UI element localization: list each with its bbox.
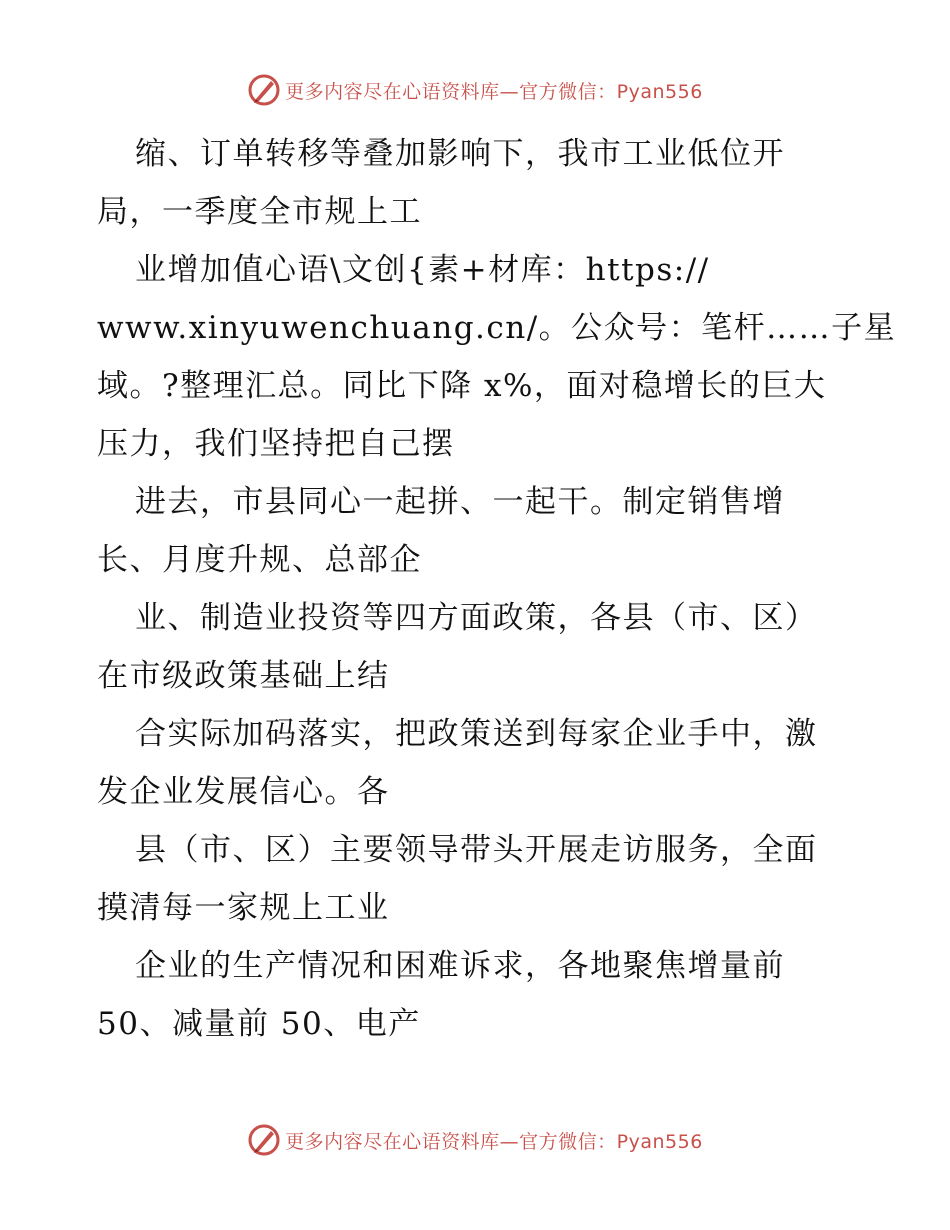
text-line: 发企业发展信心。各: [97, 774, 390, 810]
banner-label: 更多内容尽在心语资料库—官方微信：Pyan556: [285, 80, 703, 103]
header-banner: [0, 70, 950, 110]
text-line: 域。?整理汇总。同比下降 x%，面对稳增长的巨大: [97, 368, 827, 404]
text-line: 县（市、区）主要领导带头开展走访服务，全面: [135, 832, 818, 868]
quill-pen-logo-icon: [247, 1123, 281, 1157]
text-line: 缩、订单转移等叠加影响下，我市工业低位开: [135, 136, 785, 172]
text-line: www.xinyuwenchuang.cn/。公众号：笔杆……子星: [97, 310, 897, 346]
text-line: 进去，市县同心一起拼、一起干。制定销售增: [135, 484, 785, 520]
text-line: 局，一季度全市规上工: [97, 194, 422, 230]
text-line: 压力，我们坚持把自己摆: [97, 426, 455, 462]
text-line: 长、月度升规、总部企: [97, 542, 422, 578]
document-body: [97, 125, 897, 1053]
footer-banner: [0, 1120, 950, 1160]
text-line: 业、制造业投资等四方面政策，各县（市、区）: [135, 600, 818, 636]
quill-pen-logo-icon: [247, 73, 281, 107]
banner-label: 更多内容尽在心语资料库—官方微信：Pyan556: [285, 1130, 703, 1153]
text-line: 合实际加码落实，把政策送到每家企业手中，激: [135, 716, 818, 752]
wechat-id: Pyan556: [616, 80, 703, 103]
text-line: 在市级政策基础上结: [97, 658, 390, 694]
wechat-id: Pyan556: [616, 1130, 703, 1153]
text-line: 摸清每一家规上工业: [97, 890, 390, 926]
text-line: 业增加值心语\文创{素+材库：https://: [135, 252, 710, 288]
text-line: 企业的生产情况和困难诉求，各地聚焦增量前: [135, 948, 785, 984]
text-line: 50、减量前 50、电产: [97, 1006, 421, 1042]
